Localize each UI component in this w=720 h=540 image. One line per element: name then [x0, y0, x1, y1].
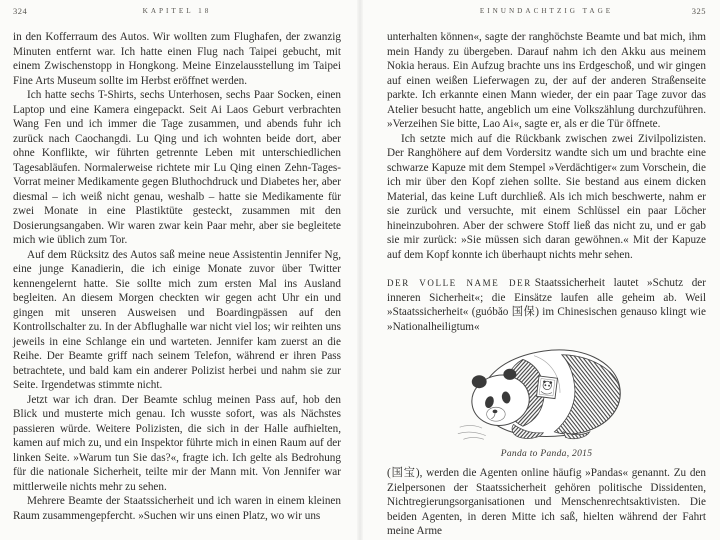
page-number-right: 325 — [691, 6, 706, 16]
section-text: Staatssicherheit lautet »Schutz der inneren Sicherheit«; die Einsätze laufen alle geheim ab. Weil »Staatssicherheit« (guóbǎo 国保) im Chinesischen genauso klingt wie »Nationalheiligtum« — [387, 277, 706, 333]
right-page-text — [387, 30, 706, 539]
running-header-left: KAPITEL 18 — [142, 7, 212, 15]
body-paragraph: in den Kofferraum des Autos. Wir wollten zum Flughafen, der zwanzig Minuten entfernt war. Ich hatte einen Flug nach Taipei gebucht, mit einem Zwischenstopp in Hongkong. Meine Einzelausstellung im Taipei Fine Arts Museum sollte im Herbst eröffnet werden. — [13, 31, 341, 87]
section-opener: DER VOLLE NAME DER — [387, 278, 532, 288]
body-paragraph: (国宝), werden die Agenten online häufig »Pandas« genannt. Zu den Zielpersonen der Staatssicherheit gehören politische Dissidenten, Nichtregierungsorganisationen und Menschenrechtsaktivisten. Die beiden Agenten, in deren Mitte ich saß, hielten während der Fahrt meine Arme — [387, 467, 706, 537]
panda-illustration — [452, 339, 642, 443]
left-page-text — [13, 30, 341, 523]
body-paragraph: Ich setzte mich auf die Rückbank zwischen zwei Zivilpolizisten. Der Ranghöhere auf dem Vordersitz wandte sich um und brachte eine schwarze Kapuze mit dem Stempel »Verdächtiger« zum Vorschein, die ich mir über den Kopf ziehen sollte. Sie bestand aus einem dicken Material, das keine Luft durchließ. Als ich mich beschwerte, nahm er sie zurück und versuchte, mit einem Schlüssel ein paar Löcher hineinzubohren. Aber der schwere Stoff ließ das nicht zu, und er gab sie mir zurück: »Sie müssen sich daran gewöhnen.« Mit der Kapuze auf dem Kopf konnte ich überhaupt nichts mehr sehen. — [387, 132, 706, 261]
running-head-left — [13, 5, 341, 17]
running-head-right — [387, 5, 706, 17]
body-paragraph: Auf dem Rücksitz des Autos saß meine neue Assistentin Jennifer Ng, eine junge Kanadierin, die ich einige Monate zuvor über Twitter kennengelernt hatte. Sie sollte mich zum ersten Mal ins Ausland begleiten. An diesem Morgen checkten wir gegen acht Uhr ein und gingen mit unseren Ausweisen und Boardingpässen auf den Kontrollschalter zu. In der Abflughalle war nicht viel los; wir reihten uns jeweils in eine Schlange ein und warteten. Jennifer kam zuerst an die Reihe. Der Beamte griff nach seinem Telefon, während er ihren Pass betrachtete, und bald kam ein anderer Polizist herbei und nahm sie zur Seite. Irgendetwas stimmte nicht. — [13, 248, 341, 391]
body-paragraph: unterhalten können«, sagte der ranghöchste Beamte und bat mich, ihm mein Handy zu übergeben. Darauf nahm ich den Akku aus meinem Nokia heraus. Ein Aufzug brachte uns ins Erdgeschoß, und wir gingen auf einen weißen Lieferwagen zu, der auf der anderen Straßenseite parkte. Ich erkannte einen Mann wieder, der ein paar Tage zuvor das Atelier besucht hatte, angeblich um eine Volkszählung durchzuführen. »Verzeihen Sie bitte, Lao Ai«, sagte er, als er die Tür öffnete. — [387, 31, 706, 130]
figure-block — [387, 339, 706, 459]
illustration-caption: Panda to Panda, 2015 — [500, 449, 593, 459]
page-right — [363, 0, 720, 540]
section-paragraph — [387, 276, 706, 334]
page-number-left: 324 — [13, 6, 28, 16]
body-paragraph: Mehrere Beamte der Staatssicherheit und ich waren in einem kleinen Raum zusammengepfercht. »Suchen wir uns einen Platz, wo wir uns — [13, 495, 341, 522]
body-paragraph: Jetzt war ich dran. Der Beamte schlug meinen Pass auf, hob den Blick und musterte mich genau. Ich wusste sofort, was als Nächstes passieren würde. Weitere Polizisten, die sich in der Halle aufhielten, kamen auf mich zu, und ein Inspektor führte mich in einen Raum auf der linken Seite. »Warum tun Sie das?«, fragte ich. Ich gelte als Bedrohung für die nationale Sicherheit, teilte mir der Mann mit. Von Jennifer war mittlerweile nichts mehr zu sehen. — [13, 393, 341, 493]
page-left — [0, 0, 357, 540]
running-header-right: EINUNDACHTZIG TAGE — [479, 7, 614, 15]
body-paragraph: Ich hatte sechs T-Shirts, sechs Unterhosen, sechs Paar Socken, einen Laptop und eine Kamera eingepackt. Seit Ai Laos Geburt verbrachten Wang Fen und ich immer die Tage zusammen, und abends fuhr ich zurück nach Caochangdi. Lu Qing und ich wohnten beide dort, aber ohne Konflikte, wir führten getrennte Leben mit unterschiedlichen Tagesabläufen. Normalerweise richtete mir Lu Qing einen Zehn-Tages-Vorrat meiner Medikamente gegen Bluthochdruck und Diabetes her, aber diesmal – ich weiß nicht genau, weshalb – hatte sie Medikamente für zwei Monate in eine Plastiktüte gesteckt, zusammen mit den Dosierungsangaben. Wir waren zwar kein Paar mehr, aber sie begleitete mich wie üblich zum Tor. — [13, 89, 341, 246]
